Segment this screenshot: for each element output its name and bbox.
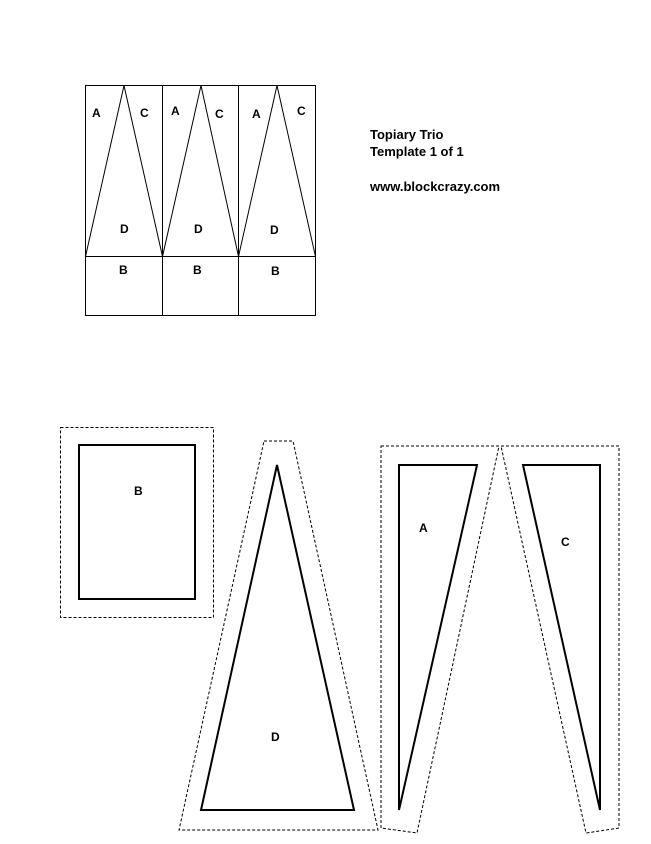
block-label-d-2: D xyxy=(194,222,203,236)
block-diagram xyxy=(86,86,316,316)
block-label-a-2: A xyxy=(171,104,180,118)
block-label-a-3: A xyxy=(252,107,261,121)
block-label-c-3: C xyxy=(297,104,306,118)
template-c xyxy=(501,446,619,833)
block-labels xyxy=(92,104,306,278)
template-a-sewing-line xyxy=(399,465,477,810)
template-count: Template 1 of 1 xyxy=(370,144,464,159)
template-d xyxy=(179,441,378,830)
template-label-d: D xyxy=(271,730,280,744)
block-label-d-1: D xyxy=(120,222,129,236)
template-b xyxy=(61,428,214,618)
website-url: www.blockcrazy.com xyxy=(370,179,501,194)
template-b-sewing-line xyxy=(79,445,195,599)
template-label-c: C xyxy=(561,535,570,549)
block-label-c-1: C xyxy=(140,106,149,120)
block-outline xyxy=(86,86,316,316)
template-c-sewing-line xyxy=(523,465,600,810)
template-d-sewing-line xyxy=(201,465,354,810)
template-c-seam-allowance xyxy=(501,446,619,833)
block-label-c-2: C xyxy=(215,107,224,121)
block-label-a-1: A xyxy=(92,106,101,120)
pattern-title: Topiary Trio xyxy=(370,127,444,142)
template-label-a: A xyxy=(419,521,428,535)
template-a xyxy=(381,446,499,833)
template-b-seam-allowance xyxy=(61,428,214,618)
block-label-b-1: B xyxy=(119,263,128,277)
template-label-b: B xyxy=(134,484,143,498)
block-label-b-3: B xyxy=(271,264,280,278)
block-label-b-2: B xyxy=(193,263,202,277)
block-label-d-3: D xyxy=(270,223,279,237)
